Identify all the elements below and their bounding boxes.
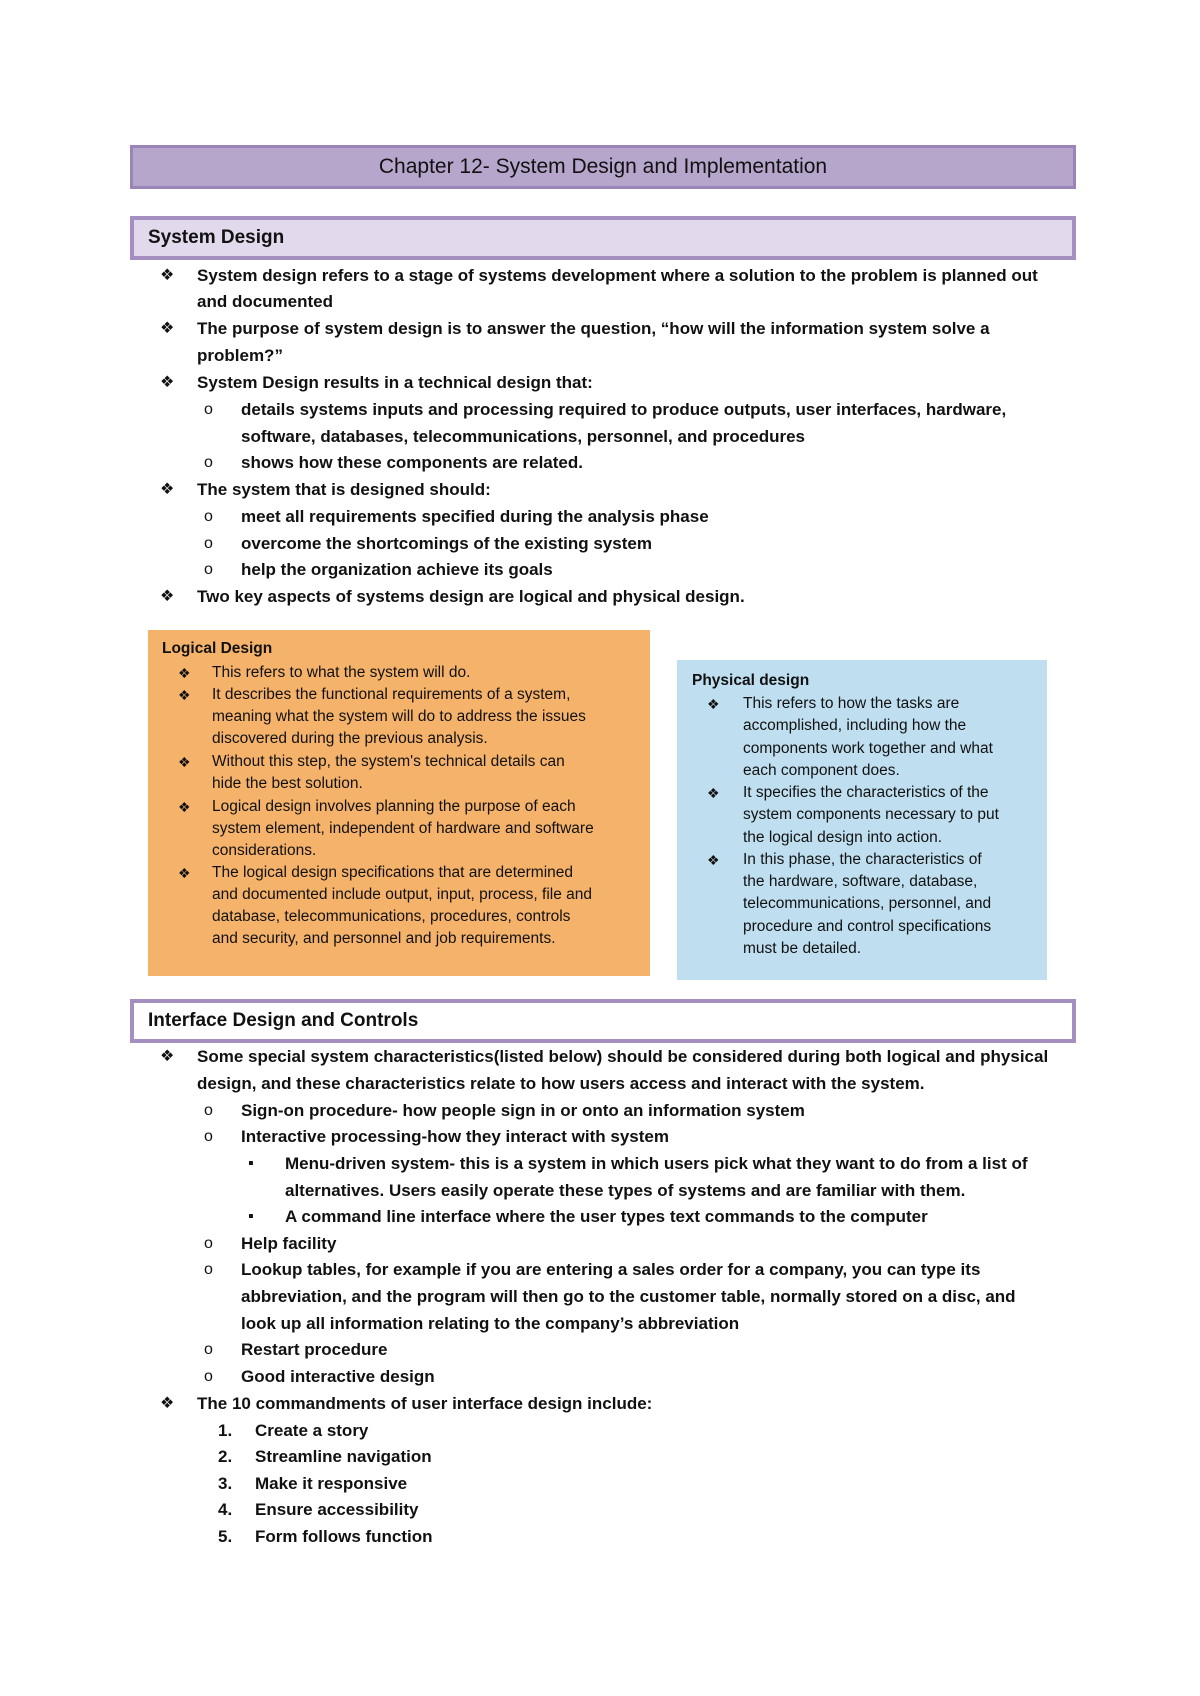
- list-item-text: Two key aspects of systems design are logical and physical design.: [197, 587, 745, 606]
- list-item-text: and documented: [197, 292, 334, 311]
- box-line: considerations.: [212, 842, 317, 859]
- box-line: database, telecommunications, procedures, controls: [212, 908, 571, 925]
- diamond-bullet-icon: ❖: [178, 799, 191, 815]
- section-heading-system-design: System Design: [130, 216, 1076, 260]
- circle-bullet-icon: o: [204, 1128, 213, 1145]
- circle-bullet-icon: o: [204, 1102, 213, 1119]
- list-item-text: System Design results in a technical design that:: [197, 373, 593, 392]
- list-item-text: design, and these characteristics relate to how users access and interact with the system.: [197, 1074, 925, 1093]
- box-line: Without this step, the system's technical details can: [212, 753, 565, 770]
- diamond-bullet-icon: ❖: [707, 852, 720, 868]
- diamond-bullet-icon: ❖: [160, 481, 175, 498]
- circle-bullet-icon: o: [204, 1368, 213, 1385]
- list-number: 3.: [218, 1474, 233, 1493]
- box-line: Logical design involves planning the purpose of each: [212, 798, 576, 815]
- diamond-bullet-icon: ❖: [707, 696, 720, 712]
- diamond-bullet-icon: ❖: [160, 588, 175, 605]
- list-item-text: problem?”: [197, 346, 283, 365]
- box-line: procedure and control specifications: [743, 918, 992, 935]
- box-line: the logical design into action.: [743, 829, 943, 846]
- list-item-text: abbreviation, and the program will then go to the customer table, normally stored on a disc, and: [241, 1287, 1016, 1306]
- physical-design-title: Physical design: [692, 672, 810, 689]
- list-item-text: look up all information relating to the company’s abbreviation: [241, 1314, 740, 1333]
- list-item-text: shows how these components are related.: [241, 453, 583, 472]
- list-item-text: The system that is designed should:: [197, 480, 491, 499]
- numbered-item: Make it responsive: [255, 1474, 408, 1493]
- list-item-text: Sign-on procedure- how people sign in or onto an information system: [241, 1101, 805, 1120]
- box-line: discovered during the previous analysis.: [212, 730, 488, 747]
- circle-bullet-icon: o: [204, 1261, 213, 1278]
- list-item-text: The 10 commandments of user interface design include:: [197, 1394, 653, 1413]
- circle-bullet-icon: o: [204, 535, 213, 552]
- box-line: It specifies the characteristics of the: [743, 784, 989, 801]
- diamond-bullet-icon: ❖: [178, 665, 191, 681]
- logical-design-title: Logical Design: [162, 640, 273, 657]
- list-item-text: overcome the shortcomings of the existing system: [241, 534, 652, 553]
- square-bullet-icon: ▪: [248, 1208, 254, 1225]
- box-line: components work together and what: [743, 740, 993, 757]
- box-line: must be detailed.: [743, 940, 862, 957]
- box-line: The logical design specifications that are determined: [212, 864, 574, 881]
- box-line: accomplished, including how the: [743, 717, 967, 734]
- list-item-text: Menu-driven system- this is a system in which users pick what they want to do from a list of: [285, 1154, 1028, 1173]
- diamond-bullet-icon: ❖: [160, 1048, 175, 1065]
- list-item-text: Restart procedure: [241, 1340, 388, 1359]
- numbered-item: Create a story: [255, 1421, 369, 1440]
- box-line: hide the best solution.: [212, 775, 363, 792]
- list-item-text: help the organization achieve its goals: [241, 560, 553, 579]
- diamond-bullet-icon: ❖: [707, 785, 720, 801]
- box-line: system components necessary to put: [743, 806, 999, 823]
- list-number: 5.: [218, 1527, 233, 1546]
- list-item-text: Help facility: [241, 1234, 337, 1253]
- list-item-text: Interactive processing-how they interact with system: [241, 1127, 669, 1146]
- list-item-text: Good interactive design: [241, 1367, 435, 1386]
- box-line: meaning what the system will do to address the issues: [212, 708, 586, 725]
- list-number: 1.: [218, 1421, 233, 1440]
- physical-design-box: [677, 660, 1047, 980]
- diamond-bullet-icon: ❖: [178, 687, 191, 703]
- box-line: and security, and personnel and job requirements.: [212, 930, 556, 947]
- list-item-text: System design refers to a stage of systems development where a solution to the problem is planned out: [197, 266, 1038, 285]
- list-item-text: Lookup tables, for example if you are entering a sales order for a company, you can type its: [241, 1260, 981, 1279]
- box-line: This refers to what the system will do.: [212, 664, 471, 681]
- list-item-text: The purpose of system design is to answer the question, “how will the information system solve a: [197, 319, 990, 338]
- circle-bullet-icon: o: [204, 1341, 213, 1358]
- box-line: system element, independent of hardware and software: [212, 820, 594, 837]
- circle-bullet-icon: o: [204, 1235, 213, 1252]
- box-line: In this phase, the characteristics of: [743, 851, 982, 868]
- circle-bullet-icon: o: [204, 401, 213, 418]
- list-item-text: meet all requirements specified during the analysis phase: [241, 507, 709, 526]
- chapter-title: Chapter 12- System Design and Implementation: [130, 145, 1076, 189]
- list-number: 2.: [218, 1447, 233, 1466]
- numbered-item: Streamline navigation: [255, 1447, 432, 1466]
- numbered-item: Form follows function: [255, 1527, 433, 1546]
- square-bullet-icon: ▪: [248, 1155, 254, 1172]
- box-line: and documented include output, input, process, file and: [212, 886, 593, 903]
- logical-design-box: [148, 630, 650, 976]
- list-item-text: A command line interface where the user types text commands to the computer: [285, 1207, 928, 1226]
- list-item-text: Some special system characteristics(listed below) should be considered during both logical and physical: [197, 1047, 1049, 1066]
- box-line: telecommunications, personnel, and: [743, 895, 992, 912]
- box-line: This refers to how the tasks are: [743, 695, 960, 712]
- list-item-text: software, databases, telecommunications, personnel, and procedures: [241, 427, 805, 446]
- section-heading-interface-design: Interface Design and Controls: [130, 999, 1076, 1043]
- diamond-bullet-icon: ❖: [178, 754, 191, 770]
- circle-bullet-icon: o: [204, 454, 213, 471]
- box-line: It describes the functional requirements of a system,: [212, 686, 571, 703]
- diamond-bullet-icon: ❖: [160, 267, 175, 284]
- box-line: the hardware, software, database,: [743, 873, 978, 890]
- diamond-bullet-icon: ❖: [178, 865, 191, 881]
- diamond-bullet-icon: ❖: [160, 374, 175, 391]
- list-item-text: details systems inputs and processing required to produce outputs, user interfaces, hardware,: [241, 400, 1007, 419]
- circle-bullet-icon: o: [204, 561, 213, 578]
- diamond-bullet-icon: ❖: [160, 1395, 175, 1412]
- numbered-item: Ensure accessibility: [255, 1500, 419, 1519]
- list-number: 4.: [218, 1500, 233, 1519]
- circle-bullet-icon: o: [204, 508, 213, 525]
- diamond-bullet-icon: ❖: [160, 320, 175, 337]
- list-item-text: alternatives. Users easily operate these types of systems and are familiar with them.: [285, 1181, 966, 1200]
- box-line: each component does.: [743, 762, 900, 779]
